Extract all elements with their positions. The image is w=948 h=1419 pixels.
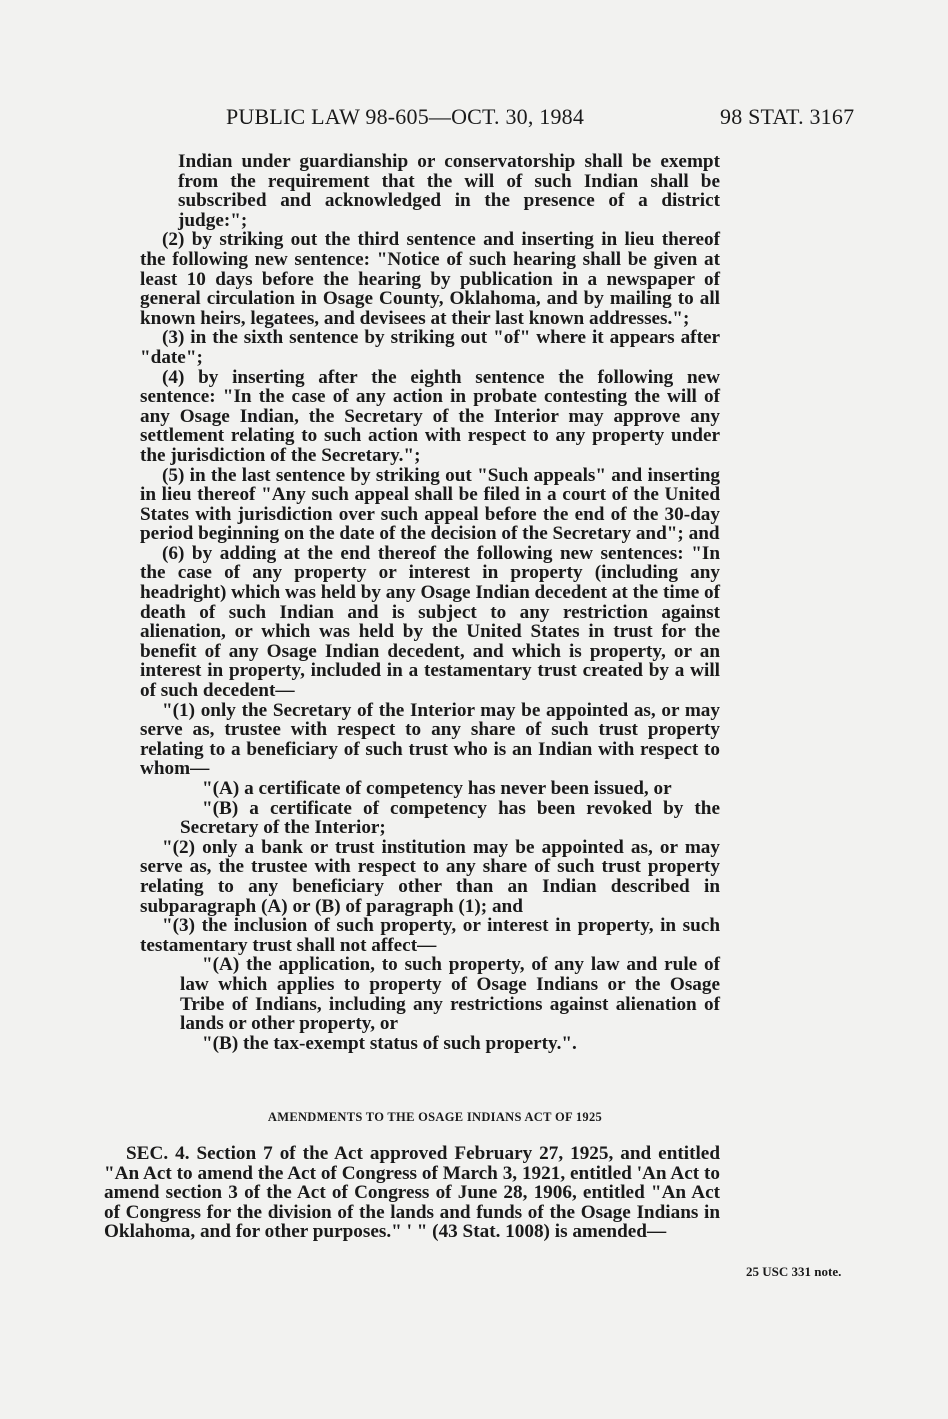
paragraph-sub-1: "(1) only the Secretary of the Interior may be appointed as, or may serve as, trustee with respect to any share of such trust property relating to a beneficiary of such trust who is an Indian with respect to whom— [140,699,720,780]
paragraph-sub-3: "(3) the inclusion of such property, or interest in property, in such testamentary trust shall not affect— [140,915,720,956]
section-4 [104,1144,720,1242]
page-header-title: PUBLIC LAW 98-605—OCT. 30, 1984 [226,104,585,129]
paragraph-item-2: (2) by striking out the third sentence and inserting in lieu thereof the following new sentence: "Notice of such hearing shall be given at least 10 days before the hearing by publication in a newspaper of general circulation in Osage County, Oklahoma, and by mailing to all known heirs, legatees, and devisees at their last known addresses."; [140,229,720,329]
paragraph-sub-1-a: "(A) a certificate of competency has never been issued, or [202,778,672,799]
paragraph-item-5: (5) in the last sentence by striking out "Such appeals" and inserting in lieu thereof "Any such appeal shall be filed in a court of the United States with jurisdiction over such appeal before the end of the 30-day period beginning on the date of the decision of the Secretary and"; and [140,464,720,545]
margin-note: 25 USC 331 note. [746,1264,842,1279]
paragraph-item-4: (4) by inserting after the eighth sentence the following new sentence: "In the case of any action in probate contesting the will of any Osage Indian, the Secretary of the Interior may approve any settlement relating to such action with respect to any property under the jurisdiction of the Secretary."; [140,366,720,466]
section-4-text: SEC. 4. Section 7 of the Act approved February 27, 1925, and entitled "An Act to amend the Act of Congress of March 3, 1921, entitled 'An Act to amend section 3 of the Act of Congress of June 28, 1906, entitled "An Act of Congress for the division of the lands and funds of the Osage Indians in Oklahoma, and for other purposes." ' " (43 Stat. 1008) is amended— [104,1143,720,1243]
paragraph-item-6: (6) by adding at the end thereof the following new sentences: "In the case of any property or interest in property (including any headright) which was held by any Osage Indian decedent at the time of death of such Indian and is subject to any restriction against alienation, or which was held by the United States in trust for the benefit of any Osage Indian decedent, and which is property, or an interest in property, included in a testamentary trust created by a will of such decedent— [140,542,720,702]
paragraph-continuation: Indian under guardianship or conservatorship shall be exempt from the requirement that the will of such Indian shall be subscribed and acknowledged in the presence of a district judge:"; [178,151,720,231]
paragraph-sub-2: "(2) only a bank or trust institution may be appointed as, or may serve as, the trustee with respect to any share of such trust property relating to any beneficiary other than an Indian described in subparagraph (A) or (B) of paragraph (1); and [140,836,720,917]
paragraph-sub-3-a: "(A) the application, to such property, of any law and rule of law which applies to property of Osage Indians or the Osage Tribe of Indians, including any restrictions against alienation of lands or other property, or [180,954,720,1035]
page-header-stat: 98 STAT. 3167 [720,104,855,129]
section-heading: AMENDMENTS TO THE OSAGE INDIANS ACT OF 1925 [267,1110,603,1124]
paragraph-sub-1-b: "(B) a certificate of competency has been revoked by the Secretary of the Interior; [180,797,720,839]
document-body [140,152,720,1053]
paragraph-item-3: (3) in the sixth sentence by striking out "of" where it appears after "date"; [140,327,720,368]
paragraph-sub-3-b: "(B) the tax-exempt status of such property.". [202,1032,577,1054]
